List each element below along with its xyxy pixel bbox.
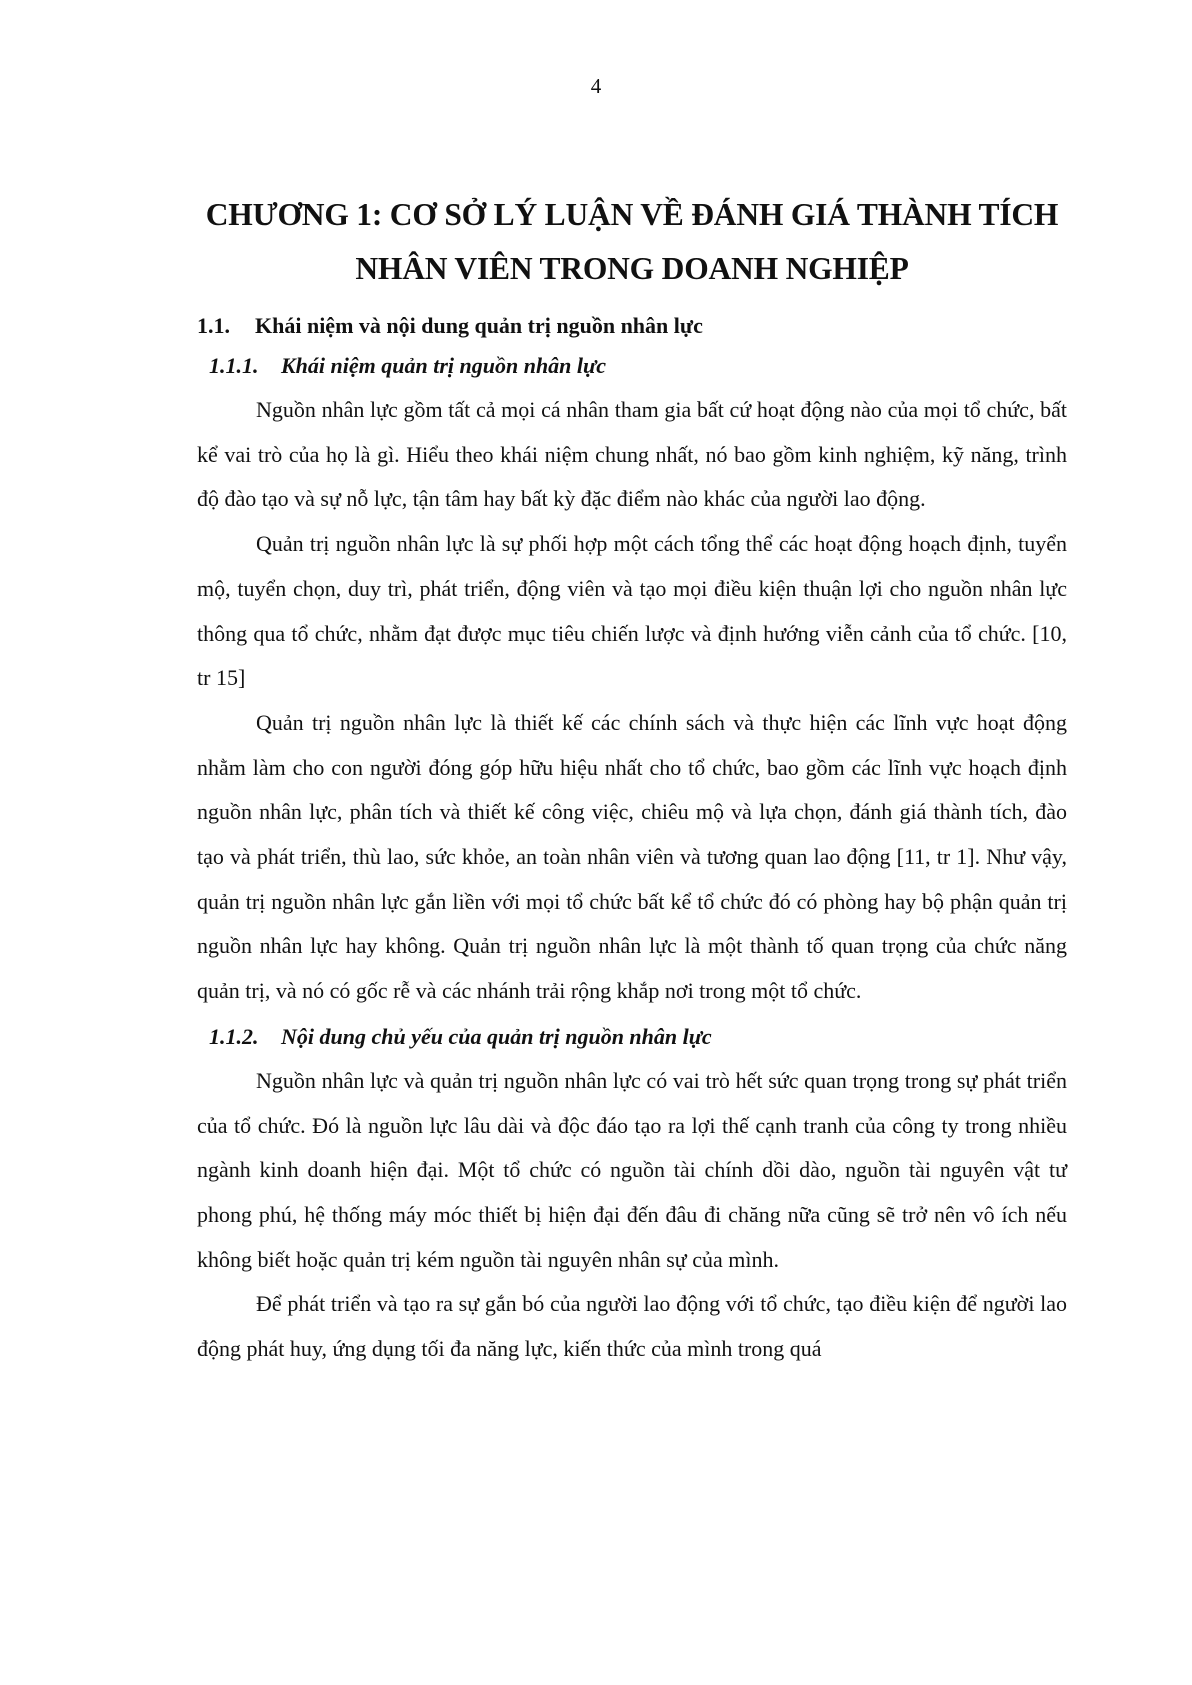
chapter-title-line-2: NHÂN VIÊN TRONG DOANH NGHIỆP: [355, 251, 909, 286]
section-number: 1.1.: [197, 313, 230, 338]
chapter-title: [197, 188, 1067, 296]
section-heading-1-1: [197, 308, 1067, 344]
paragraph: Nguồn nhân lực và quản trị nguồn nhân lực có vai trò hết sức quan trọng trong sự phát triển của tổ chức. Đó là nguồn lực lâu dài và độc đáo tạo ra lợi thế cạnh tranh của công ty trong nhiều ngành kinh doanh hiện đại. Một tổ chức có nguồn tài chính dồi dào, nguồn tài nguyên vật tư phong phú, hệ thống máy móc thiết bị hiện đại đến đâu đi chăng nữa cũng sẽ trở nên vô ích nếu không biết hoặc quản trị kém nguồn tài nguyên nhân sự của mình.: [197, 1067, 1067, 1272]
paragraph: Quản trị nguồn nhân lực là thiết kế các chính sách và thực hiện các lĩnh vực hoạt động nhằm làm cho con người đóng góp hữu hiệu nhất cho tổ chức, bao gồm các lĩnh vực hoạch định nguồn nhân lực, phân tích và thiết kế công việc, chiêu mộ và lựa chọn, đánh giá thành tích, đào tạo và phát triển, thù lao, sức khỏe, an toàn nhân viên và tương quan lao động [11, tr 1]. Như vậy, quản trị nguồn nhân lực gắn liền với mọi tổ chức bất kể tổ chức đó có phòng hay bộ phận quản trị nguồn nhân lực hay không. Quản trị nguồn nhân lực là một thành tố quan trọng của chức năng quản trị, và nó có gốc rễ và các nhánh trải rộng khắp nơi trong một tổ chức.: [197, 709, 1067, 1004]
subsection-number: 1.1.1.: [209, 353, 259, 378]
paragraph: Nguồn nhân lực gồm tất cả mọi cá nhân tham gia bất cứ hoạt động nào của mọi tổ chức, bất kể vai trò của họ là gì. Hiểu theo khái niệm chung nhất, nó bao gồm kinh nghiệm, kỹ năng, trình độ đào tạo và sự nỗ lực, tận tâm hay bất kỳ đặc điểm nào khác của người lao động.: [197, 397, 1067, 512]
paragraph: Quản trị nguồn nhân lực là sự phối hợp một cách tổng thể các hoạt động hoạch định, tuyển mộ, tuyển chọn, duy trì, phát triển, động viên và tạo mọi điều kiện thuận lợi cho nguồn nhân lực thông qua tổ chức, nhằm đạt được mục tiêu chiến lược và định hướng viễn cảnh của tổ chức. [10, tr 15]: [197, 531, 1067, 691]
subsection-heading-1-1-2: [197, 1015, 1067, 1059]
subsection-number: 1.1.2.: [209, 1023, 259, 1049]
document-body: [197, 188, 1067, 1372]
chapter-title-line-1: CHƯƠNG 1: CƠ SỞ LÝ LUẬN VỀ ĐÁNH GIÁ THÀNH TÍCH: [205, 197, 1059, 232]
subsection-title: Khái niệm quản trị nguồn nhân lực: [281, 353, 606, 378]
subsection-heading-1-1-1: [197, 344, 1067, 388]
subsection-title: Nội dung chủ yếu của quản trị nguồn nhân lực: [281, 1023, 712, 1049]
paragraph: Để phát triển và tạo ra sự gắn bó của người lao động với tổ chức, tạo điều kiện để người lao động phát huy, ứng dụng tối đa năng lực, kiến thức của mình trong quá: [197, 1291, 1067, 1362]
page-number: 4: [590, 74, 602, 98]
section-title: Khái niệm và nội dung quản trị nguồn nhân lực: [255, 313, 703, 338]
